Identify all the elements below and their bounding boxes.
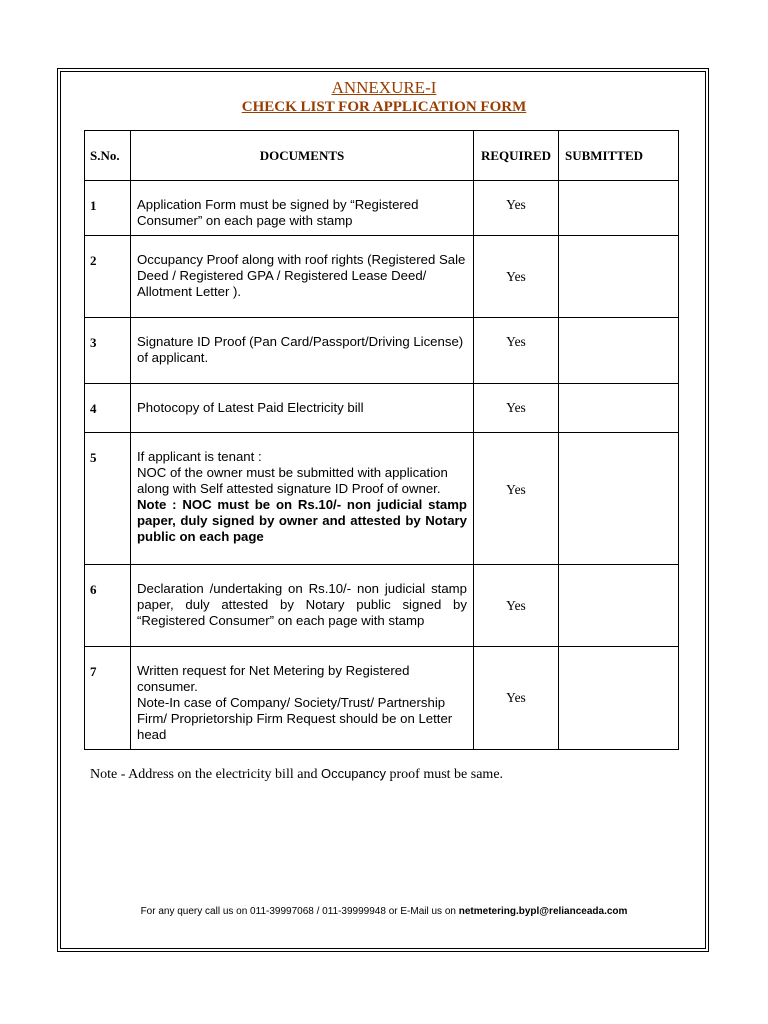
row-document-line1: Written request for Net Metering by Registered consumer. (137, 663, 410, 694)
row-submitted[interactable] (559, 647, 679, 750)
row-required: Yes (474, 565, 559, 647)
table-header-row (85, 131, 679, 181)
row-document-line1: If applicant is tenant : (137, 449, 262, 464)
row-document (131, 647, 474, 750)
row-sno: 1 (85, 181, 131, 236)
annexure-title: ANNEXURE-I (331, 78, 437, 97)
table-row (85, 565, 679, 647)
row-document (131, 384, 474, 433)
row-document-note-text: Note : NOC must be on Rs.10/- non judicial stamp paper, duly signed by owner and attested by Notary public on each page (137, 497, 467, 544)
row-sno: 3 (85, 318, 131, 384)
row-sno: 6 (85, 565, 131, 647)
row-sno: 7 (85, 647, 131, 750)
row-required: Yes (474, 647, 559, 750)
table-row (85, 318, 679, 384)
row-document-note (137, 497, 467, 545)
row-document-text: Photocopy of Latest Paid Electricity bill (137, 400, 364, 415)
table-row (85, 181, 679, 236)
row-document (131, 236, 474, 318)
row-required: Yes (474, 384, 559, 433)
row-document-text: Signature ID Proof (Pan Card/Passport/Driving License) of applicant. (137, 334, 464, 365)
row-document-line2: Note-In case of Company/ Society/Trust/ Partnership Firm/ Proprietorship Firm Request should be on Letter head (137, 695, 453, 742)
row-document (131, 433, 474, 565)
header-documents: DOCUMENTS (131, 131, 474, 181)
row-required: Yes (474, 181, 559, 236)
row-sno: 4 (85, 384, 131, 433)
row-submitted[interactable] (559, 318, 679, 384)
row-document-text: Application Form must be signed by “Registered Consumer” on each page with stamp (137, 197, 419, 228)
footer-email-link[interactable]: netmetering.bypl@relianceada.com (458, 906, 628, 917)
checklist-subtitle: CHECK LIST FOR APPLICATION FORM (241, 99, 527, 115)
row-required: Yes (474, 236, 559, 318)
row-required: Yes (474, 433, 559, 565)
row-document-text: Occupancy Proof along with roof rights (Registered Sale Deed / Registered GPA / Registered Lease Deed/ Allotment Letter ). (137, 252, 466, 299)
footnote-prefix: Note - Address on the electricity bill and (90, 767, 321, 782)
footnote-suffix: proof must be same. (386, 767, 504, 782)
row-sno: 2 (85, 236, 131, 318)
row-document-line2: NOC of the owner must be submitted with application along with Self attested signature ID Proof of owner. (137, 465, 448, 496)
header-submitted: SUBMITTED (559, 131, 679, 181)
header-required: REQUIRED (474, 131, 559, 181)
table-row (85, 433, 679, 565)
row-document (131, 181, 474, 236)
row-sno: 5 (85, 433, 131, 565)
table-row (85, 236, 679, 318)
row-document-text: Declaration /undertaking on Rs.10/- non judicial stamp paper, duly attested by Notary public signed by “Registered Consumer” on each page with stamp (137, 581, 467, 628)
row-submitted[interactable] (559, 236, 679, 318)
row-document (131, 565, 474, 647)
table-row (85, 647, 679, 750)
checklist-table (84, 130, 679, 750)
header-sno: S.No. (85, 131, 131, 181)
contact-footer (0, 906, 768, 917)
row-submitted[interactable] (559, 433, 679, 565)
row-document (131, 318, 474, 384)
table-row (85, 384, 679, 433)
row-required: Yes (474, 318, 559, 384)
footnote-occupancy: Occupancy (320, 766, 386, 781)
row-submitted[interactable] (559, 384, 679, 433)
footnote (90, 766, 503, 783)
row-submitted[interactable] (559, 565, 679, 647)
row-submitted[interactable] (559, 181, 679, 236)
footer-text: For any query call us on 011-39997068 / 011-39999948 or E-Mail us on (140, 906, 459, 917)
